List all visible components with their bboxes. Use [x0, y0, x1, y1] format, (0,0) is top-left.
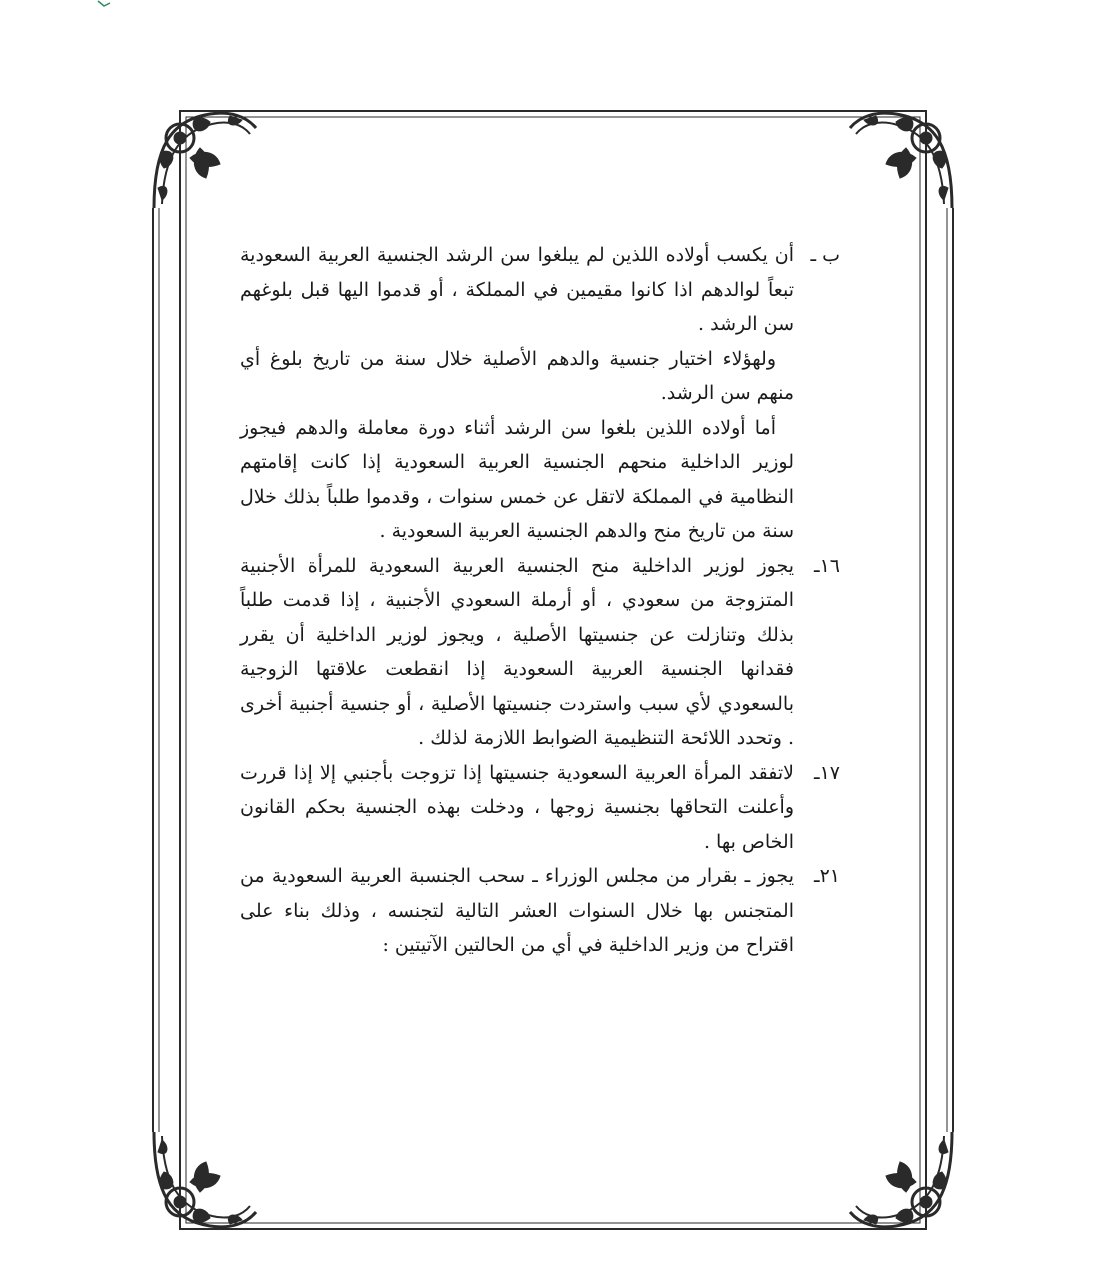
article-16: [240, 549, 840, 756]
article-17: [240, 756, 840, 860]
corner-ornament-top-right: [846, 108, 956, 218]
article-21: [240, 859, 840, 963]
paragraph-adult-children: أما أولاده اللذين بلغوا سن الرشد أثناء دورة معاملة والدهم فيجوز لوزير الداخلية منحهم الجنسية العربية السعودية إذا كانت إقامتهم النظامية في المملكة لاتقل عن خمس سنوات ، وقدموا طلباً بذلك خلال سنة من تاريخ منح والدهم الجنسية العربية السعودية .: [240, 416, 794, 542]
clause-b: [240, 238, 840, 342]
article-16-number: ١٦ـ: [814, 554, 840, 577]
document-body: [240, 238, 840, 963]
clause-b-label: ب ـ: [810, 244, 840, 266]
corner-ornament-bottom-right: [846, 1122, 956, 1232]
clause-b-text: أن يكسب أولاده اللذين لم يبلغوا سن الرشد الجنسية العربية السعودية تبعاً لوالدهم اذا كانوا مقيمين في المملكة ، أو قدموا اليها قبل بلوغهم سن الرشد .: [240, 244, 794, 335]
article-21-text: يجوز ـ بقرار من مجلس الوزراء ـ سحب الجنسبة العربية السعودية من المتجنس بها خلال السنوات العشر التالية لتجنسه ، وذلك بناء على اقتراح من وزير الداخلية في أي من الحالتين الآتيتين :: [240, 865, 794, 956]
scan-edge-mark: [96, 0, 112, 8]
paragraph-choice: ولهؤلاء اختيار جنسية والدهم الأصلية خلال سنة من تاريخ بلوغ أي منهم سن الرشد.: [240, 347, 794, 404]
article-21-number: ٢١ـ: [814, 865, 840, 887]
corner-ornament-bottom-left: [150, 1122, 260, 1232]
corner-ornament-top-left: [150, 108, 260, 218]
article-17-number: ١٧ـ: [814, 761, 840, 784]
article-16-text: يجوز لوزير الداخلية منح الجنسية العربية السعودية للمرأة الأجنبية المتزوجة من سعودي ، أو أرملة السعودي الأجنبية ، إذا قدمت طلباً بذلك وتنازلت عن جنسيتها الأصلية ، ويجوز لوزير الداخلية أن يقرر فقدانها الجنسية العربية السعودية إذا انقطعت علاقتها الزوجية بالسعودي لأي سبب واستردت جنسيتها الأصلية ، أو جنسية أجنبية أخرى . وتحدد اللائحة التنظيمية الضوابط اللازمة لذلك .: [240, 554, 794, 749]
article-17-text: لاتفقد المرأة العربية السعودية جنسيتها إذا تزوجت بأجنبي إلا إذا قررت وأعلنت التحاقها بجنسية زوجها ، ودخلت بهذه الجنسية بحكم القانون الخاص بها .: [240, 761, 794, 853]
